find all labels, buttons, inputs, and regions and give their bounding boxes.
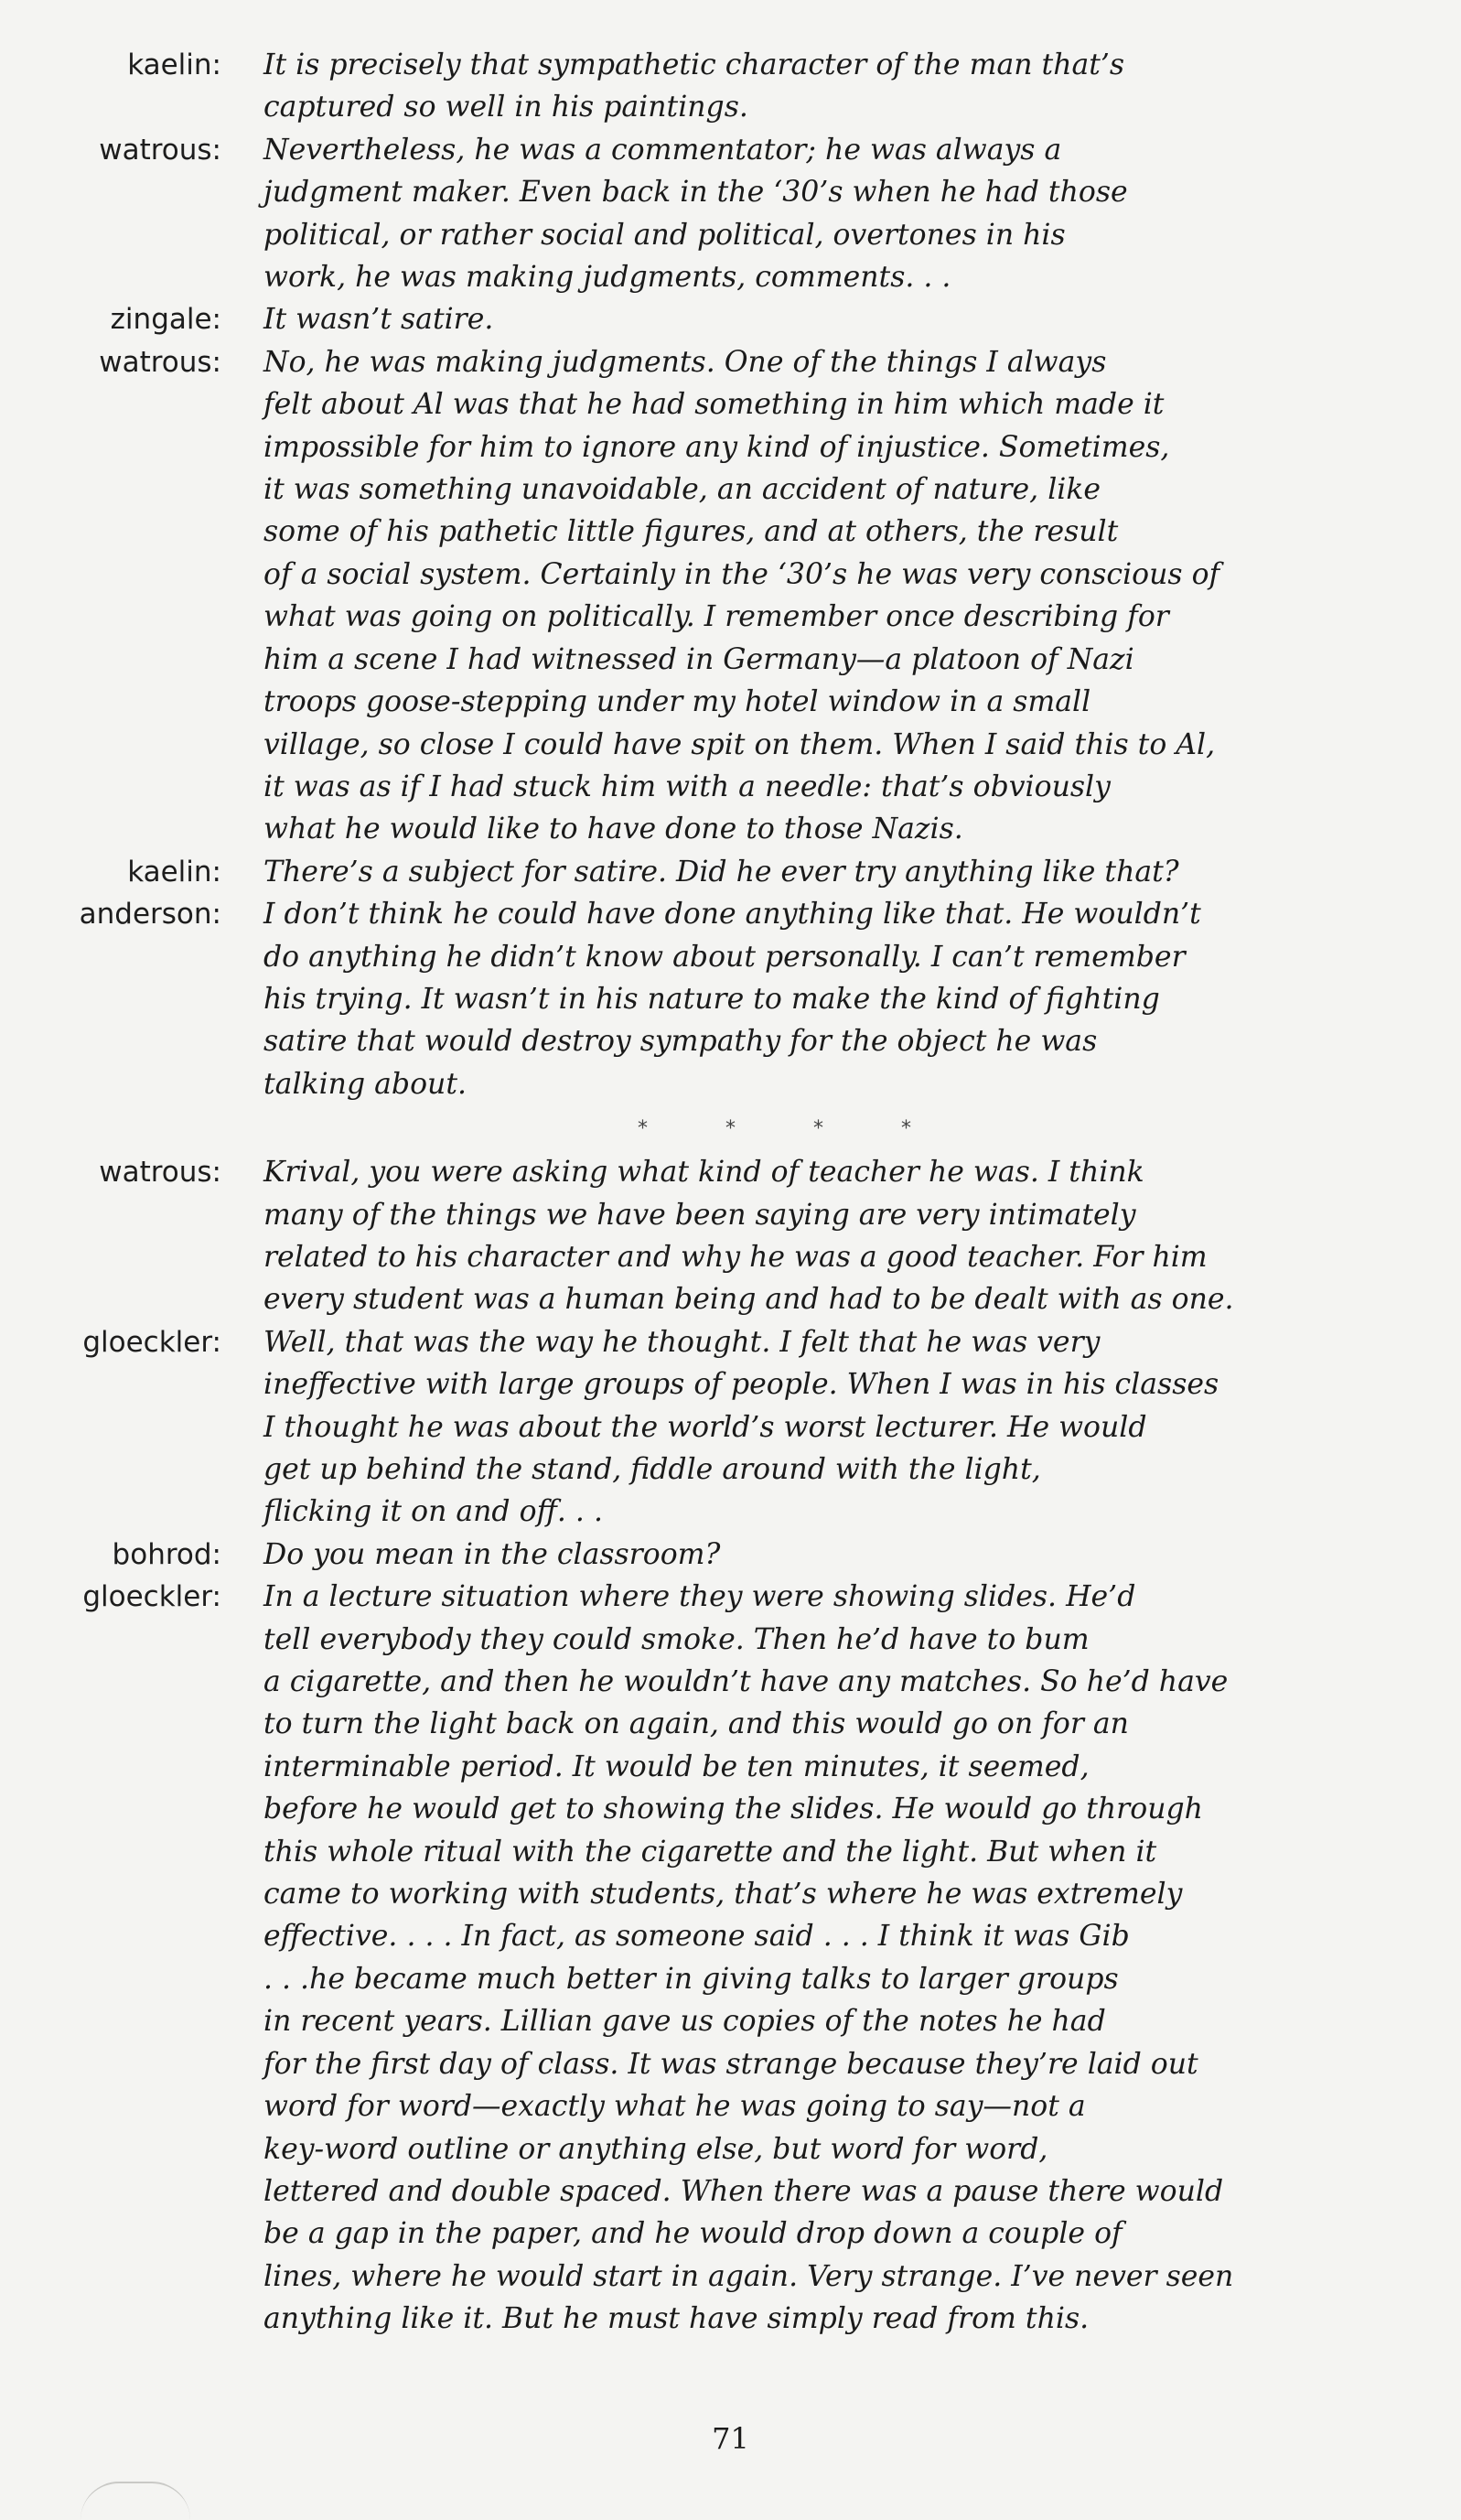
dialogue-entry [0,1321,1461,1534]
speech-line: this whole ritual with the cigarette and the light. But when it [263,1835,1157,1868]
speech-text [263,1576,1361,2340]
speaker-name: gloeckler: [82,1325,221,1359]
speech-line: of a social system. Certainly in the ‘30’s he was very conscious of [263,557,1220,591]
speech-line: to turn the light back on again, and this would go on for an [263,1707,1129,1741]
speech-line: key-word outline or anything else, but word for word, [263,2132,1048,2166]
speech-line: what he would like to have done to those Nazis. [263,813,963,846]
speech-line: his trying. It wasn’t in his nature to make the kind of fighting [263,982,1160,1016]
speech-line: some of his pathetic little figures, and at others, the result [263,515,1119,549]
speaker-name: bohrod: [112,1537,221,1571]
speech-line: Krival, you were asking what kind of teacher he was. I think [263,1156,1144,1190]
speech-line: In a lecture situation where they were showing slides. He’d [263,1580,1136,1614]
speech-line: anything like it. But he must have simply read from this. [263,2302,1090,2336]
speech-line: tell everybody they could smoke. Then he’d have to bum [263,1622,1090,1656]
speech-line: before he would get to showing the slides. He would go through [263,1793,1203,1826]
speech-line: for the first day of class. It was strange because they’re laid out [263,2047,1198,2081]
speech-line: I don’t think he could have done anything like that. He wouldn’t [263,898,1201,932]
speech-text [263,1534,1361,1576]
speech-line: ineffective with large groups of people. When I was in his classes [263,1368,1219,1402]
speech-text [263,1321,1361,1534]
speech-line: captured so well in his paintings. [263,91,748,124]
speech-line: lines, where he would start in again. Very strange. I’ve never seen [263,2259,1234,2293]
speech-line: No, he was making judgments. One of the things I always [263,345,1107,379]
separator-asterisk: * [725,1116,736,1140]
speech-line: talking about. [263,1067,467,1101]
scan-edge-mark [81,2482,190,2520]
separator-asterisk: * [638,1116,648,1140]
speech-line: be a gap in the paper, and he would drop down a couple of [263,2217,1123,2251]
speech-line: It wasn’t satire. [263,303,494,337]
speech-text [263,851,1361,893]
speech-line: do anything he didn’t know about personally. I can’t remember [263,940,1186,974]
speech-text [263,298,1361,340]
speech-line: lettered and double spaced. When there was a pause there would [263,2174,1224,2208]
speech-line: him a scene I had witnessed in Germany—a platoon of Nazi [263,642,1134,676]
speech-line: troops goose-stepping under my hotel window in a small [263,685,1091,719]
speech-line: came to working with students, that’s where he was extremely [263,1878,1183,1912]
speaker-name: watrous: [99,1156,221,1190]
dialogue-entry [0,341,1461,851]
speech-line: effective. . . . In fact, as someone said . . . I think it was Gib [263,1920,1130,1954]
speech-line: a cigarette, and then he wouldn’t have any matches. So he’d have [263,1665,1229,1699]
speech-text [263,893,1361,1105]
speech-line: related to his character and why he was a good teacher. For him [263,1240,1208,1274]
speech-line: work, he was making judgments, comments. . . [263,261,951,295]
section-separator [0,1105,1461,1151]
speech-line: Do you mean in the classroom? [263,1537,721,1571]
speaker-name: zingale: [110,303,221,337]
speech-line: village, so close I could have spit on them. When I said this to Al, [263,727,1216,761]
speech-line: in recent years. Lillian gave us copies of the notes he had [263,2005,1106,2039]
speech-text [263,341,1361,851]
speech-line: Nevertheless, he was a commentator; he was always a [263,133,1062,167]
speaker-name: watrous: [99,345,221,379]
speech-line: it was something unavoidable, an accident of nature, like [263,473,1101,507]
dialogue-entry [0,44,1461,129]
speaker-name: anderson: [79,898,221,932]
speech-line: every student was a human being and had to be dealt with as one. [263,1283,1234,1317]
speech-line: get up behind the stand, fiddle around with the light, [263,1453,1041,1486]
dialogue-entry [0,893,1461,1105]
dialogue-entry [0,851,1461,893]
speech-text [263,44,1361,129]
speech-line: Well, that was the way he thought. I felt that he was very [263,1325,1101,1359]
speech-line: felt about Al was that he had something in him which made it [263,388,1165,422]
speech-line: It is precisely that sympathetic character of the man that’s [263,48,1125,81]
speaker-name: kaelin: [127,48,221,81]
speaker-name: watrous: [99,133,221,167]
speech-line: what was going on politically. I remember once describing for [263,600,1169,634]
separator-asterisk: * [901,1116,911,1140]
separator-asterisk: * [813,1116,823,1140]
dialogue-entry [0,1151,1461,1321]
speaker-name: kaelin: [127,855,221,888]
speaker-name: gloeckler: [82,1580,221,1614]
speech-text [263,1151,1361,1321]
interview-transcript [0,44,1461,2341]
speech-line: many of the things we have been saying are very intimately [263,1198,1136,1232]
speech-line: satire that would destroy sympathy for the object he was [263,1025,1098,1059]
speech-line: There’s a subject for satire. Did he ever try anything like that? [263,855,1179,888]
speech-line: flicking it on and off. . . [263,1495,603,1529]
dialogue-entry [0,1534,1461,1576]
speech-line: interminable period. It would be ten minutes, it seemed, [263,1750,1090,1783]
page-number: 71 [712,2421,749,2456]
dialogue-entry [0,129,1461,299]
speech-line: . . .he became much better in giving talks to larger groups [263,1962,1119,1996]
speech-line: impossible for him to ignore any kind of injustice. Sometimes, [263,430,1170,464]
speech-line: political, or rather social and political, overtones in his [263,218,1066,252]
speech-text [263,129,1361,299]
speech-line: judgment maker. Even back in the ‘30’s when he had those [263,176,1128,210]
speech-line: I thought he was about the world’s worst lecturer. He would [263,1410,1147,1444]
dialogue-entry [0,1576,1461,2340]
speech-line: it was as if I had stuck him with a needle: that’s obviously [263,770,1111,803]
dialogue-entry [0,298,1461,340]
speech-line: word for word—exactly what he was going to say—not a [263,2090,1086,2124]
